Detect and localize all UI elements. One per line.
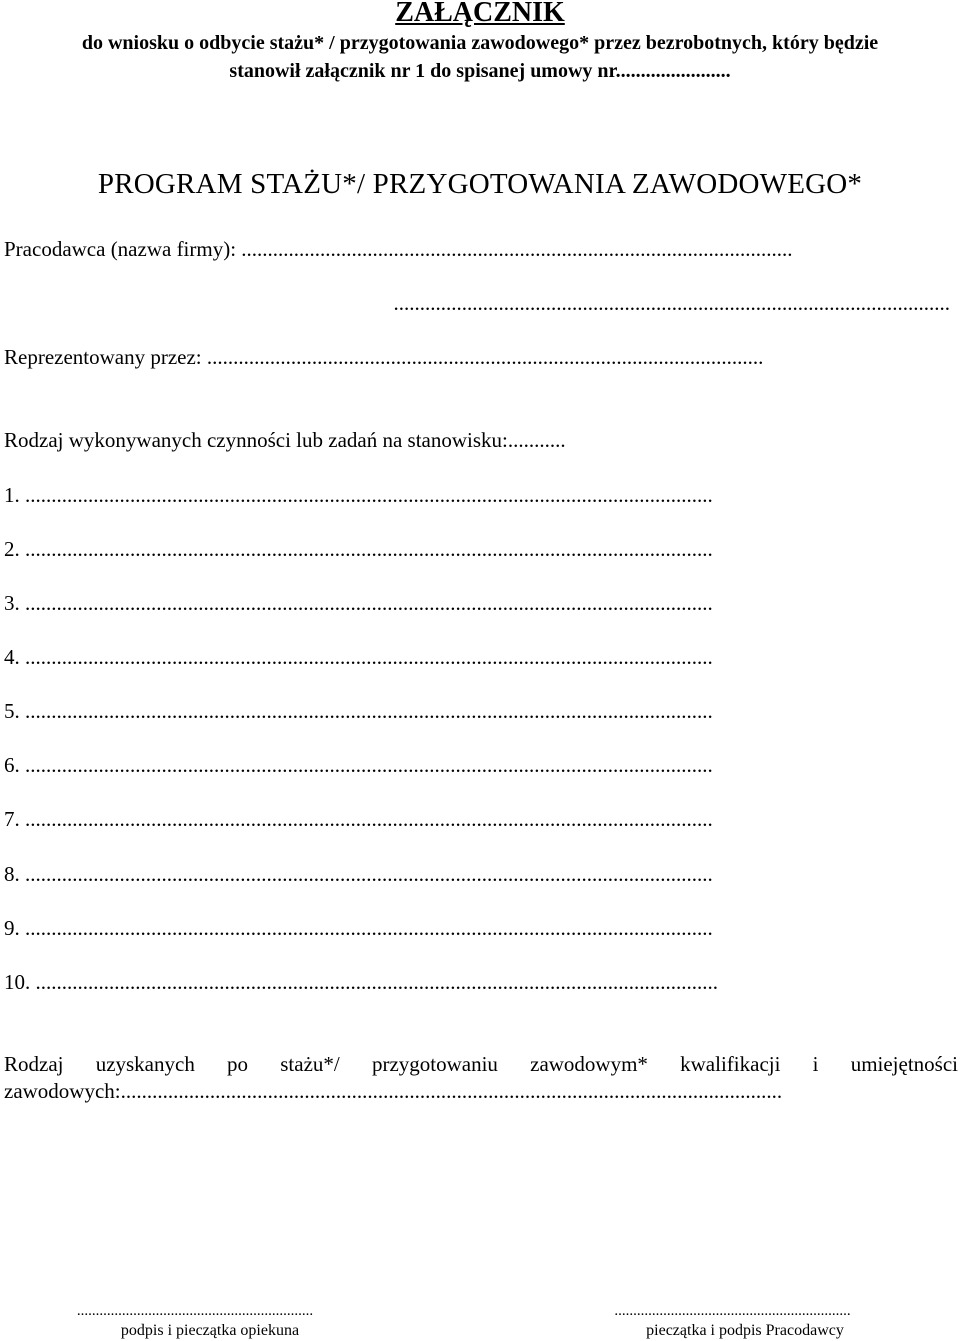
task-line-7[interactable]: 7. ................................................................................................................................... (4, 807, 713, 831)
represented-by-field[interactable]: Reprezentowany przez: .......................................................................................................... (4, 345, 764, 369)
employer-signature-caption: pieczątka i podpis Pracodawcy (646, 1322, 844, 1339)
document-subtitle-line-1: do wniosku o odbycie stażu* / przygotowania zawodowego* przez bezrobotnych, który będzie (81, 32, 879, 54)
task-line-10[interactable]: 10. .................................................................................................................................. (4, 970, 718, 994)
task-line-6[interactable]: 6. ................................................................................................................................... (4, 753, 713, 777)
employer-name-continuation-field[interactable]: .......................................................................................................... (393, 291, 950, 315)
task-line-1[interactable]: 1. ................................................................................................................................... (4, 483, 713, 507)
supervisor-signature-line[interactable]: ............................................................... (76, 1303, 314, 1319)
qualifications-label: Rodzaj uzyskanych po stażu*/ przygotowaniu zawodowym* kwalifikacji i umiejętności (4, 1052, 958, 1076)
tasks-label: Rodzaj wykonywanych czynności lub zadań na stanowisku:........... (4, 428, 566, 452)
task-line-5[interactable]: 5. ................................................................................................................................... (4, 699, 713, 723)
program-heading: PROGRAM STAŻU*/ PRZYGOTOWANIA ZAWODOWEGO* (97, 168, 863, 200)
supervisor-signature-caption: podpis i pieczątka opiekuna (120, 1322, 300, 1339)
task-line-9[interactable]: 9. ................................................................................................................................... (4, 916, 713, 940)
document-title: ZAŁĄCZNIK (395, 0, 565, 28)
task-line-2[interactable]: 2. ................................................................................................................................... (4, 537, 713, 561)
task-line-4[interactable]: 4. ................................................................................................................................... (4, 645, 713, 669)
employer-signature-line[interactable]: ............................................................... (614, 1303, 851, 1319)
document-subtitle-line-2: stanowił załącznik nr 1 do spisanej umowy nr....................... (229, 60, 731, 82)
task-line-3[interactable]: 3. ................................................................................................................................... (4, 591, 713, 615)
qualifications-field[interactable]: zawodowych:.............................................................................................................................. (4, 1079, 783, 1103)
employer-name-field[interactable]: Pracodawca (nazwa firmy): ......................................................................................................... (4, 237, 793, 261)
task-line-8[interactable]: 8. ................................................................................................................................... (4, 862, 713, 886)
